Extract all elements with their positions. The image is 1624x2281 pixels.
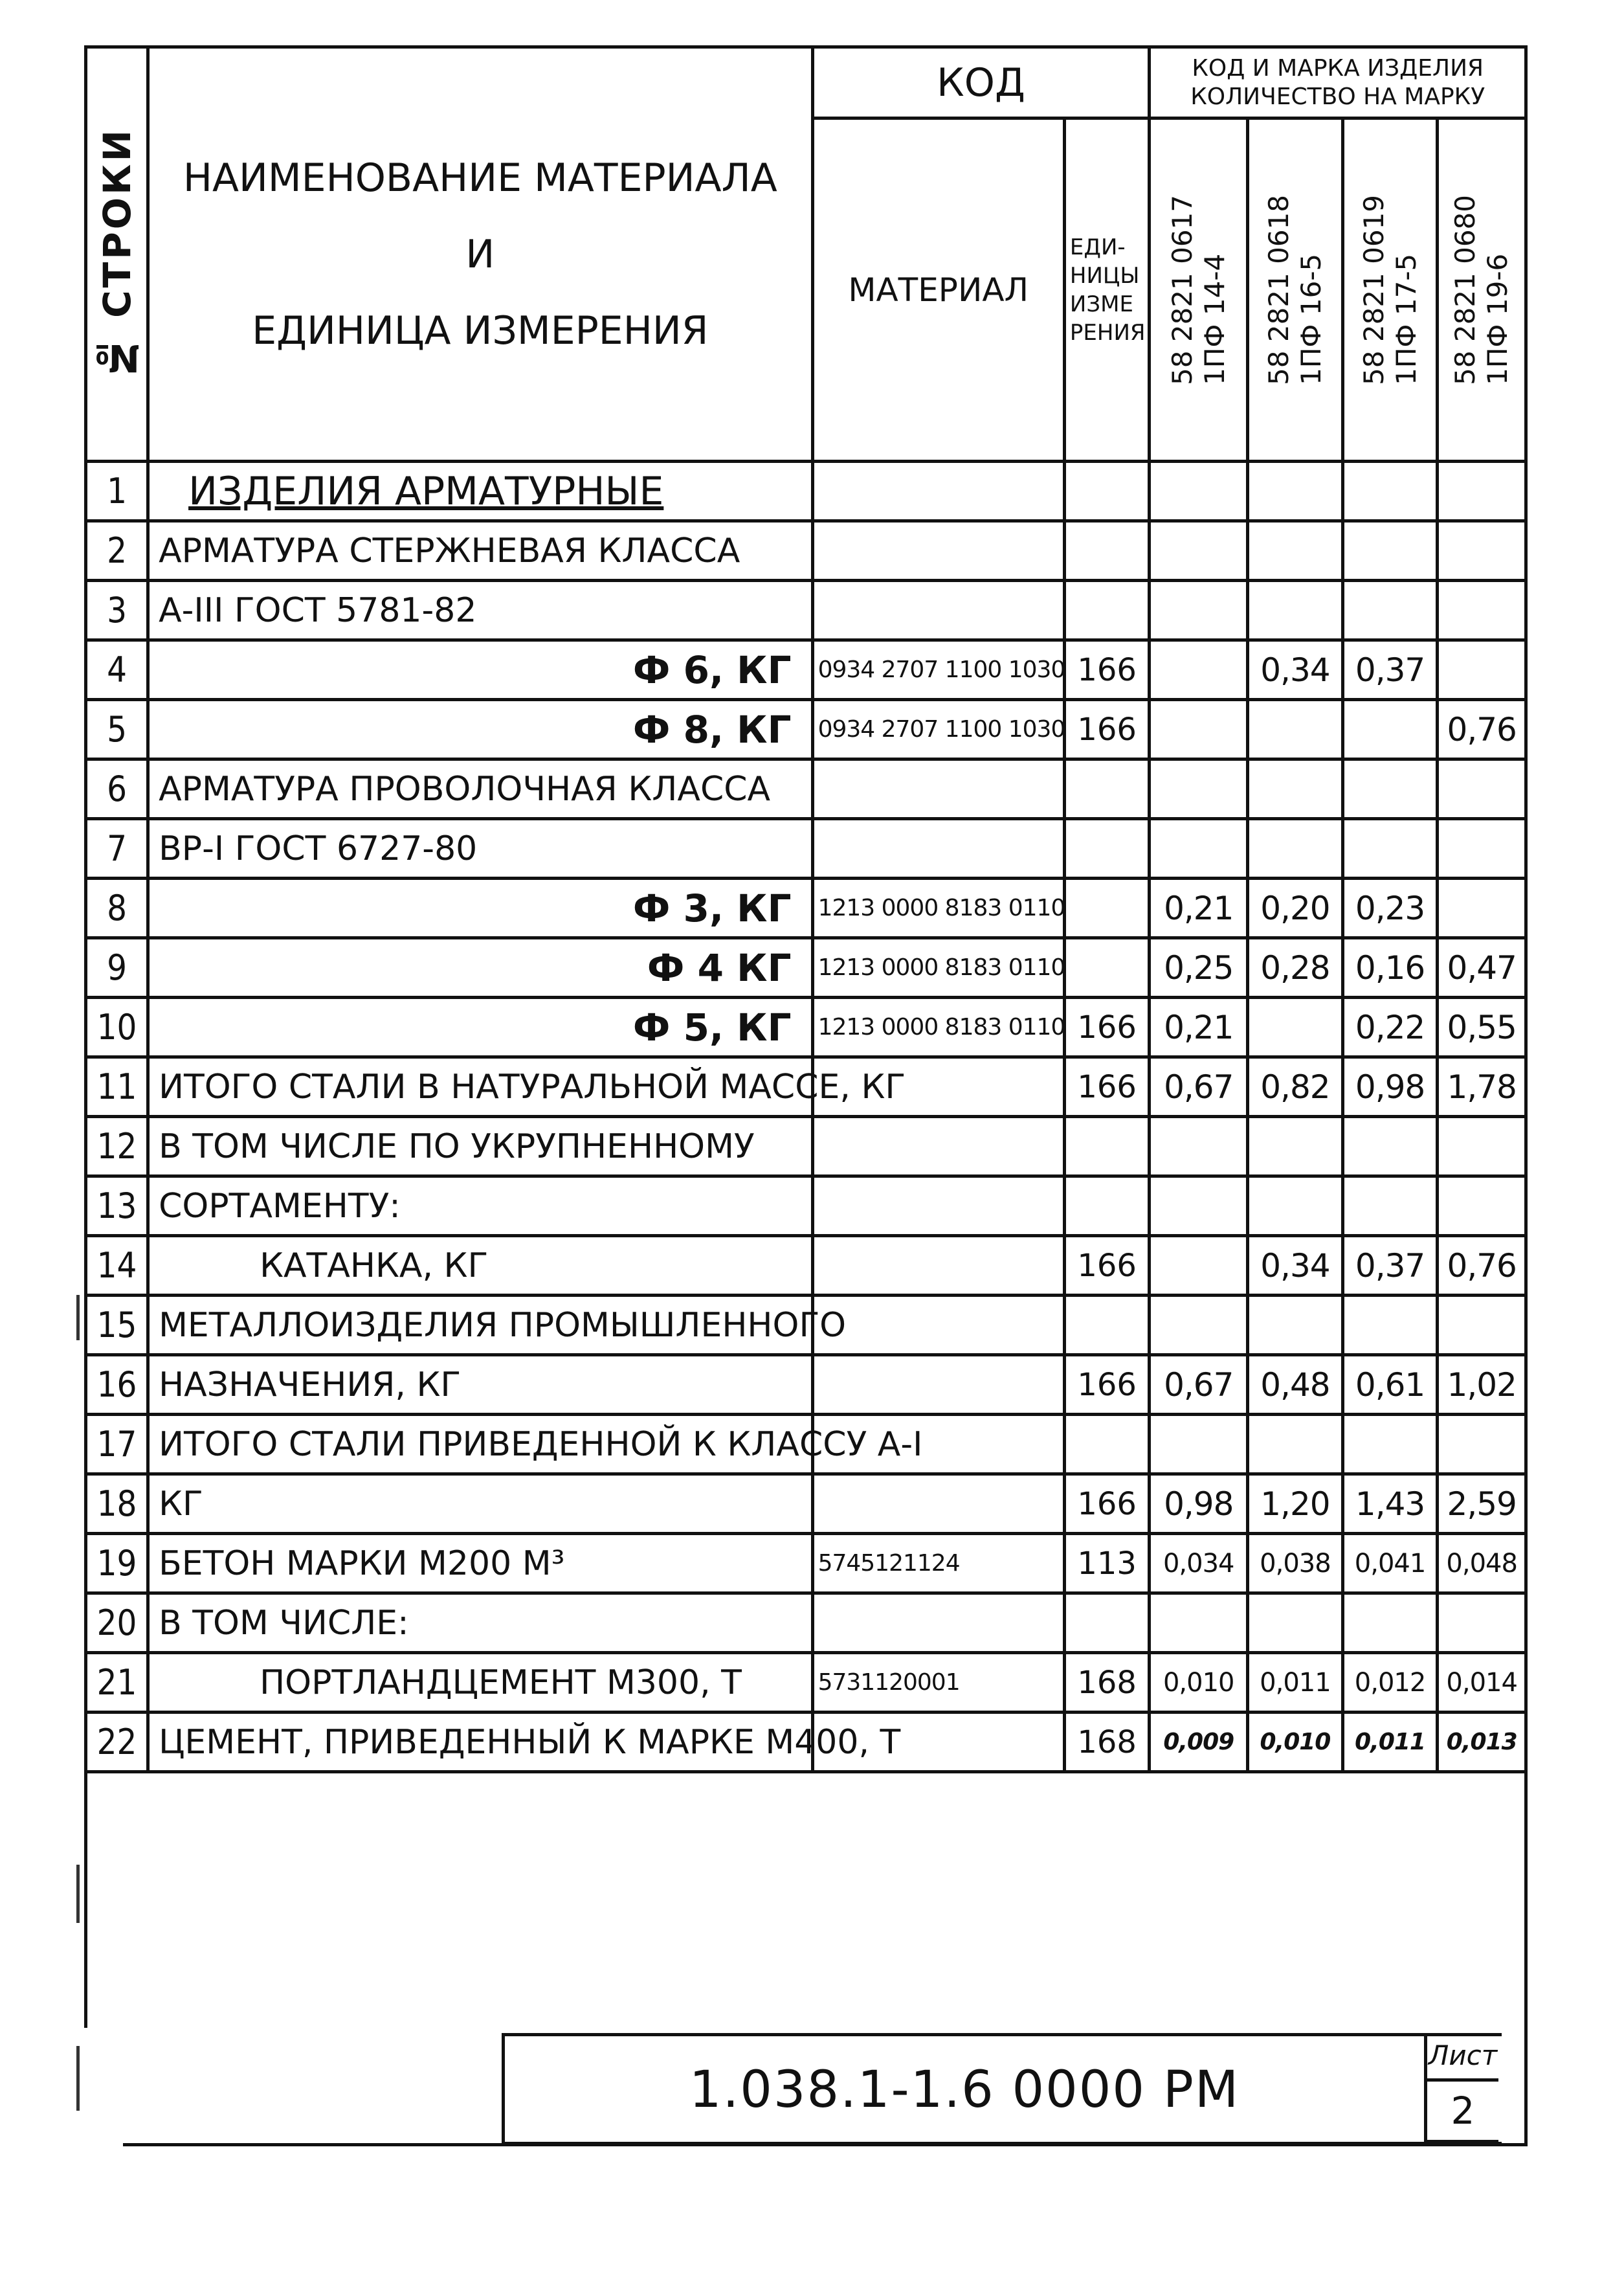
quantity-cell: 1,78: [1438, 1057, 1526, 1117]
unit-code: 168: [1064, 1713, 1149, 1772]
material-code: [812, 1296, 1064, 1355]
quantity-cell: 0,48: [1248, 1355, 1343, 1415]
quantity-cell: [1342, 1415, 1438, 1474]
quantity-cell: [1342, 1117, 1438, 1176]
quantity-cell: [1438, 581, 1526, 640]
material-code: [812, 462, 1064, 521]
row-number: 16: [86, 1355, 148, 1415]
material-name: Ф 3, КГ: [148, 879, 813, 938]
quantity-cell: 0,98: [1150, 1474, 1248, 1534]
quantity-cell: 0,010: [1248, 1713, 1343, 1772]
material-code: 0934 2707 1100 1030: [812, 700, 1064, 759]
unit-code: 168: [1064, 1653, 1149, 1713]
table-row: [86, 700, 1526, 759]
quantity-cell: [1248, 1117, 1343, 1176]
unit-code-header: [1064, 118, 1149, 462]
quantity-cell: [1248, 1296, 1343, 1355]
quantity-cell: [1150, 581, 1248, 640]
material-code: 0934 2707 1100 1030: [812, 640, 1064, 700]
table-row: [86, 879, 1526, 938]
item-header-3: [1342, 118, 1438, 462]
material-code: 1213 0000 8183 0110: [812, 879, 1064, 938]
item-mark: 1ПФ 19-6: [1482, 253, 1514, 385]
row-number: 10: [86, 998, 148, 1057]
material-code: [812, 759, 1064, 819]
quantity-cell: 0,82: [1248, 1057, 1343, 1117]
row-number: 12: [86, 1117, 148, 1176]
quantity-cell: 1,02: [1438, 1355, 1526, 1415]
unit-code: [1064, 819, 1149, 879]
table-row: [86, 1057, 1526, 1117]
title-block: [502, 2033, 1502, 2145]
item-mark: 1ПФ 16-5: [1295, 253, 1327, 385]
unit-header-line: ЕДИ-: [1069, 234, 1126, 260]
quantity-cell: [1150, 1117, 1248, 1176]
quantity-cell: [1438, 759, 1526, 819]
specification-table: [84, 45, 1528, 2028]
name-header-line1: НАИМЕНОВАНИЕ МАТЕРИАЛА: [183, 155, 777, 201]
row-number: 18: [86, 1474, 148, 1534]
unit-code: [1064, 879, 1149, 938]
material-code: [812, 1355, 1064, 1415]
quantity-cell: 0,47: [1438, 938, 1526, 998]
quantity-cell: 0,23: [1342, 879, 1438, 938]
item-header-2: [1248, 118, 1343, 462]
quantity-cell: [1150, 1296, 1248, 1355]
sheet-number-box: [1424, 2033, 1502, 2145]
quantity-cell: 0,048: [1438, 1534, 1526, 1593]
material-code: [812, 1474, 1064, 1534]
material-name: НАЗНАЧЕНИЯ, КГ: [148, 1355, 813, 1415]
document-code: 1.038.1-1.6 0000 РМ: [689, 2060, 1240, 2119]
unit-code: 166: [1064, 1474, 1149, 1534]
material-name: ПОРТЛАНДЦЕМЕНТ М300, Т: [148, 1653, 813, 1713]
material-name: А-III ГОСТ 5781-82: [148, 581, 813, 640]
items-group-header: [1150, 47, 1526, 118]
quantity-cell: 1,43: [1342, 1474, 1438, 1534]
specification-body: [86, 462, 1526, 1772]
name-header-line2: И: [465, 231, 495, 277]
material-name: БЕТОН МАРКИ М200 М³: [148, 1534, 813, 1593]
table-row: [86, 1355, 1526, 1415]
table-row: [86, 938, 1526, 998]
items-group-label-1: КОД И МАРКА ИЗДЕЛИЯ: [1192, 54, 1484, 82]
row-number: 8: [86, 879, 148, 938]
material-name: Ф 5, КГ: [148, 998, 813, 1057]
material-code: [812, 581, 1064, 640]
unit-header-line: НИЦЫ: [1069, 262, 1140, 289]
material-name: Ф 8, КГ: [148, 700, 813, 759]
quantity-cell: [1150, 1176, 1248, 1236]
row-number: 4: [86, 640, 148, 700]
material-name: ИЗДЕЛИЯ АРМАТУРНЫЕ: [148, 462, 813, 521]
row-number: 14: [86, 1236, 148, 1296]
frame-border-right: [1524, 45, 1528, 2143]
name-header-line3: ЕДИНИЦА ИЗМЕРЕНИЯ: [252, 308, 709, 354]
material-code: [812, 521, 1064, 581]
table-row: [86, 1593, 1526, 1653]
row-number: 9: [86, 938, 148, 998]
sheet-number: 2: [1427, 2082, 1498, 2143]
quantity-cell: 0,76: [1438, 1236, 1526, 1296]
quantity-cell: [1342, 1176, 1438, 1236]
margin-mark: [76, 1865, 80, 1923]
quantity-cell: 0,20: [1248, 879, 1343, 938]
quantity-cell: 0,37: [1342, 640, 1438, 700]
quantity-cell: [1150, 1415, 1248, 1474]
quantity-cell: [1248, 462, 1343, 521]
row-number: 19: [86, 1534, 148, 1593]
quantity-cell: [1248, 1593, 1343, 1653]
table-row: [86, 1713, 1526, 1772]
material-name: Ф 6, КГ: [148, 640, 813, 700]
quantity-cell: 0,014: [1438, 1653, 1526, 1713]
unit-code: 166: [1064, 1355, 1149, 1415]
material-name: ЦЕМЕНТ, ПРИВЕДЕННЫЙ К МАРКЕ М400, Т: [148, 1713, 813, 1772]
unit-code: [1064, 759, 1149, 819]
quantity-cell: [1248, 1176, 1343, 1236]
items-group-label-2: КОЛИЧЕСТВО НА МАРКУ: [1190, 83, 1485, 110]
quantity-cell: [1438, 640, 1526, 700]
quantity-cell: [1342, 581, 1438, 640]
quantity-cell: [1150, 462, 1248, 521]
quantity-cell: [1150, 521, 1248, 581]
quantity-cell: 0,21: [1150, 879, 1248, 938]
unit-code: [1064, 938, 1149, 998]
quantity-cell: 0,37: [1342, 1236, 1438, 1296]
item-header-1: [1150, 118, 1248, 462]
quantity-cell: [1248, 700, 1343, 759]
quantity-cell: [1342, 700, 1438, 759]
quantity-cell: [1150, 819, 1248, 879]
quantity-cell: [1248, 819, 1343, 879]
name-header: [148, 47, 813, 462]
row-no-header: [86, 47, 148, 462]
material-name: АРМАТУРА ПРОВОЛОЧНАЯ КЛАССА: [148, 759, 813, 819]
unit-header-line: РЕНИЯ: [1069, 319, 1146, 346]
table-row: [86, 819, 1526, 879]
quantity-cell: 0,041: [1342, 1534, 1438, 1593]
quantity-cell: 0,011: [1248, 1653, 1343, 1713]
code-group-header: КОД: [812, 47, 1150, 118]
quantity-cell: [1342, 819, 1438, 879]
quantity-cell: [1342, 462, 1438, 521]
quantity-cell: [1150, 759, 1248, 819]
quantity-cell: 0,98: [1342, 1057, 1438, 1117]
quantity-cell: 0,28: [1248, 938, 1343, 998]
unit-code: [1064, 1176, 1149, 1236]
material-name: ИТОГО СТАЛИ В НАТУРАЛЬНОЙ МАССЕ, КГ: [148, 1057, 813, 1117]
quantity-cell: 0,21: [1150, 998, 1248, 1057]
material-code: [812, 1176, 1064, 1236]
quantity-cell: 0,010: [1150, 1653, 1248, 1713]
row-number: 5: [86, 700, 148, 759]
quantity-cell: 0,34: [1248, 1236, 1343, 1296]
material-code: 1213 0000 8183 0110: [812, 938, 1064, 998]
unit-code: 166: [1064, 1057, 1149, 1117]
item-mark: 1ПФ 14-4: [1198, 253, 1230, 385]
quantity-cell: [1438, 1296, 1526, 1355]
unit-code: [1064, 521, 1149, 581]
row-number: 7: [86, 819, 148, 879]
quantity-cell: [1248, 1415, 1343, 1474]
material-code: 5745121124: [812, 1534, 1064, 1593]
unit-code: [1064, 1593, 1149, 1653]
quantity-cell: 2,59: [1438, 1474, 1526, 1534]
row-number: 2: [86, 521, 148, 581]
table-row: [86, 998, 1526, 1057]
unit-code: 166: [1064, 640, 1149, 700]
quantity-cell: [1248, 998, 1343, 1057]
material-name: Ф 4 КГ: [148, 938, 813, 998]
material-code: 5731120001: [812, 1653, 1064, 1713]
row-no-label: № СТРОКИ: [95, 128, 139, 381]
quantity-cell: 0,34: [1248, 640, 1343, 700]
table-row: [86, 1534, 1526, 1593]
table-row: [86, 1176, 1526, 1236]
material-name: В ТОМ ЧИСЛЕ ПО УКРУПНЕННОМУ: [148, 1117, 813, 1176]
row-number: 20: [86, 1593, 148, 1653]
unit-code: 113: [1064, 1534, 1149, 1593]
material-name: КАТАНКА, КГ: [148, 1236, 813, 1296]
material-name: СОРТАМЕНТУ:: [148, 1176, 813, 1236]
quantity-cell: [1150, 1593, 1248, 1653]
item-header-4: [1438, 118, 1526, 462]
unit-code: [1064, 1415, 1149, 1474]
table-row: [86, 640, 1526, 700]
table-row: [86, 1653, 1526, 1713]
row-number: 6: [86, 759, 148, 819]
margin-mark: [76, 2046, 80, 2111]
quantity-cell: 0,011: [1342, 1713, 1438, 1772]
table-row: [86, 581, 1526, 640]
quantity-cell: 0,76: [1438, 700, 1526, 759]
table-row: [86, 759, 1526, 819]
quantity-cell: 1,20: [1248, 1474, 1343, 1534]
material-code: [812, 1117, 1064, 1176]
unit-code: [1064, 1117, 1149, 1176]
material-code: 1213 0000 8183 0110: [812, 998, 1064, 1057]
unit-header-line: ИЗМЕ: [1069, 291, 1133, 317]
quantity-cell: 0,55: [1438, 998, 1526, 1057]
quantity-cell: 0,012: [1342, 1653, 1438, 1713]
quantity-cell: 0,16: [1342, 938, 1438, 998]
unit-code: [1064, 462, 1149, 521]
quantity-cell: [1342, 521, 1438, 581]
unit-code: [1064, 1296, 1149, 1355]
item-mark: 1ПФ 17-5: [1390, 253, 1422, 385]
material-name: МЕТАЛЛОИЗДЕЛИЯ ПРОМЫШЛЕННОГО: [148, 1296, 813, 1355]
material-name: В ТОМ ЧИСЛЕ:: [148, 1593, 813, 1653]
row-number: 3: [86, 581, 148, 640]
quantity-cell: 0,22: [1342, 998, 1438, 1057]
quantity-cell: 0,67: [1150, 1355, 1248, 1415]
item-code: 58 2821 0618: [1262, 194, 1295, 385]
quantity-cell: [1150, 700, 1248, 759]
quantity-cell: [1150, 1236, 1248, 1296]
row-number: 13: [86, 1176, 148, 1236]
quantity-cell: [1438, 1593, 1526, 1653]
quantity-cell: 0,038: [1248, 1534, 1343, 1593]
row-number: 15: [86, 1296, 148, 1355]
empty-area: [86, 1772, 1526, 2028]
item-code: 58 2821 0617: [1166, 194, 1198, 385]
quantity-cell: 0,009: [1150, 1713, 1248, 1772]
unit-code: 166: [1064, 1236, 1149, 1296]
row-number: 1: [86, 462, 148, 521]
row-number: 11: [86, 1057, 148, 1117]
bottom-frame-line: [123, 2143, 1528, 2146]
item-code: 58 2821 0619: [1357, 194, 1390, 385]
table-row: [86, 521, 1526, 581]
quantity-cell: [1438, 462, 1526, 521]
row-number: 21: [86, 1653, 148, 1713]
material-name: КГ: [148, 1474, 813, 1534]
quantity-cell: [1248, 581, 1343, 640]
quantity-cell: [1248, 759, 1343, 819]
quantity-cell: [1342, 759, 1438, 819]
item-code: 58 2821 0680: [1449, 194, 1482, 385]
quantity-cell: [1438, 1117, 1526, 1176]
unit-code: [1064, 581, 1149, 640]
material-code-header: МАТЕРИАЛ: [812, 118, 1064, 462]
row-number: 22: [86, 1713, 148, 1772]
quantity-cell: [1342, 1296, 1438, 1355]
quantity-cell: [1438, 879, 1526, 938]
material-code: [812, 1593, 1064, 1653]
table-row: [86, 1117, 1526, 1176]
material-name: ИТОГО СТАЛИ ПРИВЕДЕННОЙ К КЛАССУ А-I: [148, 1415, 813, 1474]
material-code: [812, 819, 1064, 879]
quantity-cell: 0,67: [1150, 1057, 1248, 1117]
table-row: [86, 1236, 1526, 1296]
row-number: 17: [86, 1415, 148, 1474]
quantity-cell: [1438, 819, 1526, 879]
material-code: [812, 1236, 1064, 1296]
table-row: [86, 1474, 1526, 1534]
unit-code: 166: [1064, 700, 1149, 759]
margin-mark: [76, 1295, 80, 1340]
table-row: [86, 462, 1526, 521]
quantity-cell: [1438, 521, 1526, 581]
table-row: [86, 1415, 1526, 1474]
material-name: ВР-I ГОСТ 6727-80: [148, 819, 813, 879]
material-name: АРМАТУРА СТЕРЖНЕВАЯ КЛАССА: [148, 521, 813, 581]
quantity-cell: [1342, 1593, 1438, 1653]
quantity-cell: [1438, 1176, 1526, 1236]
unit-code: 166: [1064, 998, 1149, 1057]
quantity-cell: 0,61: [1342, 1355, 1438, 1415]
quantity-cell: 0,013: [1438, 1713, 1526, 1772]
table-row: [86, 1296, 1526, 1355]
sheet-label: Лист: [1427, 2033, 1498, 2082]
quantity-cell: [1150, 640, 1248, 700]
quantity-cell: [1438, 1415, 1526, 1474]
quantity-cell: 0,25: [1150, 938, 1248, 998]
quantity-cell: 0,034: [1150, 1534, 1248, 1593]
quantity-cell: [1248, 521, 1343, 581]
